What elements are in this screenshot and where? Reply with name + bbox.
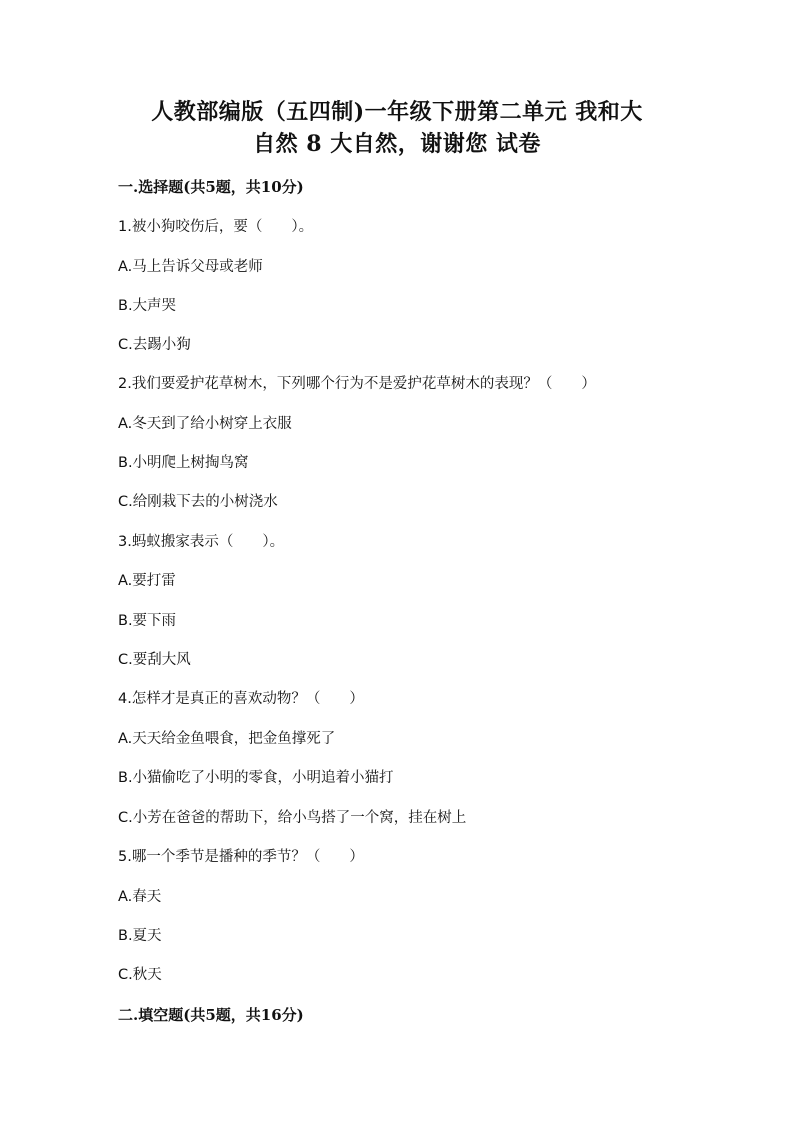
- question-4-option-b: B.小猫偷吃了小明的零食，小明追着小猫打: [118, 770, 394, 786]
- question-2-option-b: B.小明爬上树掏鸟窝: [118, 455, 249, 471]
- question-5-option-c: C.秋天: [118, 967, 162, 983]
- question-3-option-c: C.要刮大风: [118, 652, 191, 668]
- question-3-option-b: B.要下雨: [118, 613, 177, 629]
- question-2-stem: 2.我们要爱护花草树木，下列哪个行为不是爱护花草树木的表现？（ ）: [118, 376, 596, 392]
- question-1-option-b: B.大声哭: [118, 298, 177, 314]
- question-5-option-b: B.夏天: [118, 928, 162, 944]
- question-4-stem: 4.怎样才是真正的喜欢动物？（ ）: [118, 691, 364, 707]
- question-1-option-c: C.去踢小狗: [118, 337, 191, 353]
- question-4-option-c: C.小芳在爸爸的帮助下，给小鸟搭了一个窝，挂在树上: [118, 810, 467, 826]
- document-title-line-2: 自然 8 大自然，谢谢您 试卷: [253, 131, 541, 157]
- question-1-option-a: A.马上告诉父母或老师: [118, 259, 263, 275]
- document-title-line-1: 人教部编版（五四制)一年级下册第二单元 我和大: [151, 99, 643, 125]
- question-4-option-a: A.天天给金鱼喂食，把金鱼撑死了: [118, 731, 336, 747]
- section-heading-fill-blank: 二.填空题(共5题，共16分): [118, 1006, 304, 1024]
- question-3-stem: 3.蚂蚁搬家表示（ ）。: [118, 534, 285, 550]
- question-2-option-a: A.冬天到了给小树穿上衣服: [118, 416, 292, 432]
- question-5-option-a: A.春天: [118, 889, 162, 905]
- question-3-option-a: A.要打雷: [118, 573, 176, 589]
- question-2-option-c: C.给刚栽下去的小树浇水: [118, 494, 278, 510]
- question-5-stem: 5.哪一个季节是播种的季节？（ ）: [118, 849, 364, 865]
- section-heading-choice: 一.选择题(共5题，共10分): [118, 178, 304, 196]
- question-1-stem: 1.被小狗咬伤后，要（ ）。: [118, 219, 314, 235]
